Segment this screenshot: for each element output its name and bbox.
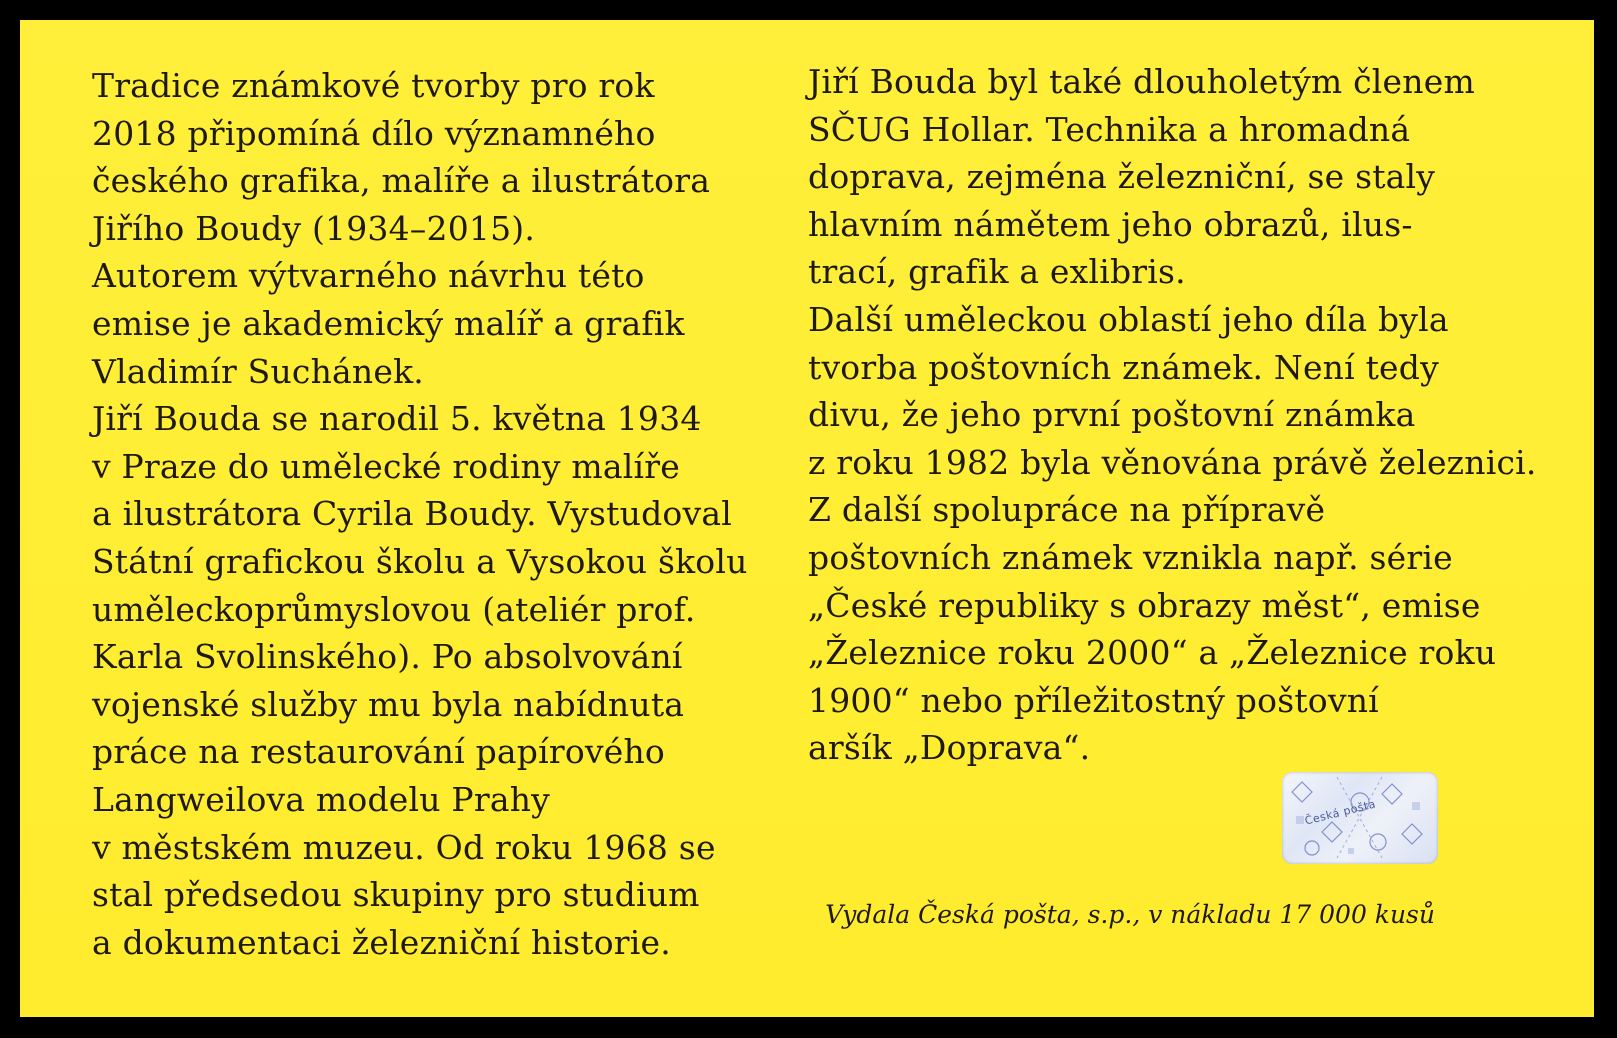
hologram-seal-icon: [1282, 772, 1438, 864]
issue-imprint: Vydala Česká pošta, s.p., v nákladu 17 000 kusů: [825, 900, 1435, 929]
text-line: Jiřího Boudy (1934–2015).: [92, 208, 536, 248]
text-line: v Praze do umělecké rodiny malíře: [92, 446, 681, 486]
text-line: tvorba poštovních známek. Není tedy: [808, 347, 1439, 387]
text-line: Další uměleckou oblastí jeho díla byla: [808, 299, 1449, 339]
left-text-column: [92, 62, 752, 966]
text-line: uměleckoprůmyslovou (ateliér prof.: [92, 589, 696, 629]
text-line: z roku 1982 byla věnována právě železnici.: [808, 442, 1537, 482]
text-line: 1900“ nebo příležitostný poštovní: [808, 680, 1379, 720]
text-line: Jiří Bouda byl také dlouholetým členem: [808, 62, 1475, 101]
text-line: hlavním námětem jeho obrazů, ilus-: [808, 204, 1413, 244]
hologram-label: Česká pošta: [1303, 797, 1378, 828]
text-line: poštovních známek vznikla např. série: [808, 537, 1453, 577]
text-line: práce na restaurování papírového: [92, 732, 665, 772]
text-line: aršík „Doprava“.: [808, 728, 1091, 768]
text-line: a dokumentaci železniční historie.: [92, 922, 671, 962]
text-line: 2018 připomíná dílo významného: [92, 113, 656, 153]
text-line: vojenské služby mu byla nabídnuta: [92, 684, 685, 724]
text-line: Autorem výtvarného návrhu této: [92, 256, 645, 296]
booklet-card: [20, 20, 1594, 1017]
right-text-column: [808, 58, 1537, 772]
text-line: stal předsedou skupiny pro studium: [92, 875, 700, 915]
text-line: „Železnice roku 2000“ a „Železnice roku: [808, 633, 1497, 673]
text-line: Z další spolupráce na přípravě: [808, 490, 1326, 530]
text-line: českého grafika, malíře a ilustrátora: [92, 161, 711, 201]
text-line: Langweilova modelu Prahy: [92, 779, 550, 819]
text-line: SČUG Hollar. Technika a hromadná: [808, 109, 1411, 149]
text-line: emise je akademický malíř a grafik: [92, 303, 685, 343]
text-line: Vladimír Suchánek.: [92, 351, 424, 391]
text-line: trací, grafik a exlibris.: [808, 252, 1186, 292]
text-line: Karla Svolinského). Po absolvování: [92, 637, 683, 677]
text-line: divu, že jeho první poštovní známka: [808, 395, 1416, 435]
text-line: „České republiky s obrazy měst“, emise: [808, 585, 1481, 625]
text-line: Tradice známkové tvorby pro rok: [92, 66, 655, 105]
text-line: Jiří Bouda se narodil 5. května 1934: [92, 399, 702, 439]
text-line: a ilustrátora Cyrila Boudy. Vystudoval: [92, 494, 732, 534]
text-line: v městském muzeu. Od roku 1968 se: [92, 827, 716, 867]
text-line: doprava, zejména železniční, se staly: [808, 157, 1436, 197]
text-line: Státní grafickou školu a Vysokou školu: [92, 541, 748, 581]
